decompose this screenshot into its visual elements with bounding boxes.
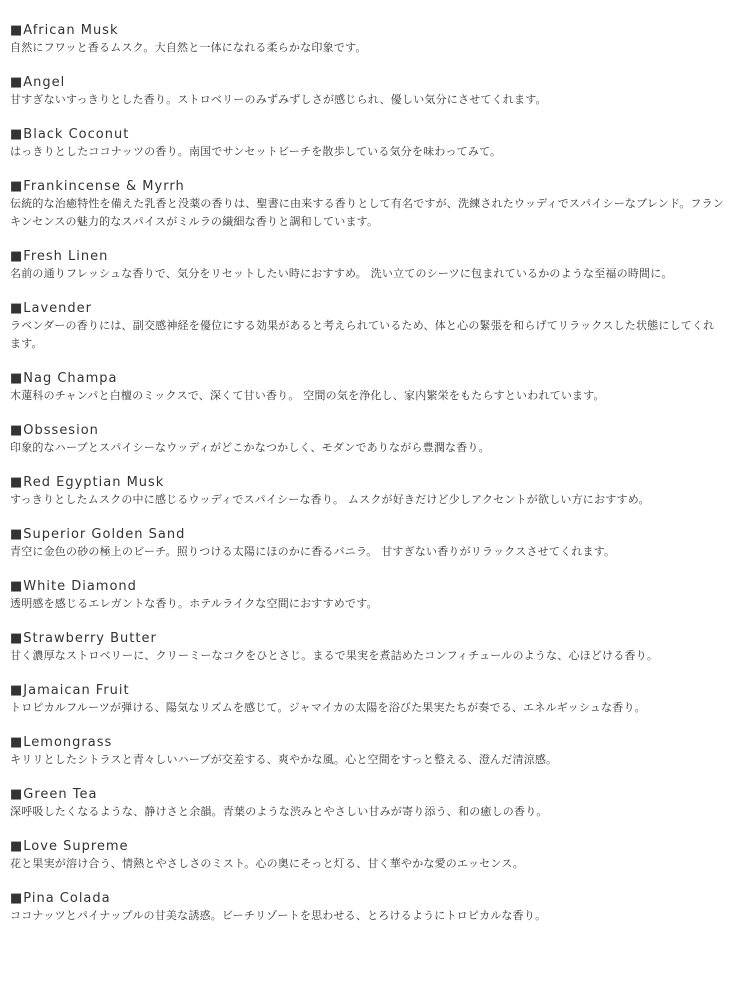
fragrance-description: キリリとしたシトラスと青々しいハーブが交差する、爽やかな風。心と空間をすっと整える、澄んだ清涼感。	[10, 753, 558, 766]
fragrance-entry-frankincense-myrrh	[10, 178, 724, 231]
fragrance-entry-love-supreme	[10, 838, 724, 873]
fragrance-name: ■Jamaican Fruit	[10, 683, 130, 698]
fragrance-name: ■Black Coconut	[10, 127, 130, 142]
fragrance-name: ■Strawberry Butter	[10, 631, 157, 646]
fragrance-entry-strawberry-butter	[10, 630, 724, 665]
fragrance-name: ■Lemongrass	[10, 735, 113, 750]
fragrance-name: ■Love Supreme	[10, 839, 129, 854]
fragrance-entry-pina-colada	[10, 890, 724, 925]
fragrance-name: ■Obssesion	[10, 423, 99, 438]
fragrance-name: ■Nag Champa	[10, 371, 118, 386]
fragrance-name: ■African Musk	[10, 23, 119, 38]
fragrance-entry-jamaican-fruit	[10, 682, 724, 717]
fragrance-name: ■Red Egyptian Musk	[10, 475, 165, 490]
fragrance-entry-angel	[10, 74, 724, 109]
fragrance-entry-white-diamond	[10, 578, 724, 613]
fragrance-entry-obssesion	[10, 422, 724, 457]
fragrance-description: 甘すぎないすっきりとした香り。ストロベリーのみずみずしさが感じられ、優しい気分にさせてくれます。	[10, 93, 547, 106]
fragrance-description: 自然にフワッと香るムスク。大自然と一体になれる柔らかな印象です。	[10, 41, 367, 54]
fragrance-description: 深呼吸したくなるような、静けさと余韻。青葉のような渋みとやさしい甘みが寄り添う、和の癒しの香り。	[10, 805, 548, 818]
fragrance-name: ■Pina Colada	[10, 891, 111, 906]
fragrance-entry-lemongrass	[10, 734, 724, 769]
fragrance-entry-fresh-linen	[10, 248, 724, 283]
fragrance-description: はっきりとしたココナッツの香り。南国でサンセットビーチを散歩している気分を味わってみて。	[10, 145, 502, 158]
fragrance-description: ココナッツとパイナップルの甘美な誘惑。ビーチリゾートを思わせる、とろけるようにトロピカルな香り。	[10, 909, 547, 922]
fragrance-description: 青空に金色の砂の極上のビーチ。照りつける太陽にほのかに香るバニラ。 甘すぎない香りがリラックスさせてくれます。	[10, 545, 616, 558]
fragrance-name: ■Fresh Linen	[10, 249, 109, 264]
fragrance-entry-lavender	[10, 300, 724, 353]
fragrance-list	[10, 22, 724, 942]
fragrance-name: ■Lavender	[10, 301, 93, 316]
fragrance-description: 甘く濃厚なストロベリーに、クリーミーなコクをひとさじ。まるで果実を煮詰めたコンフィチュールのような、心ほどける香り。	[10, 649, 659, 662]
fragrance-name: ■Angel	[10, 75, 66, 90]
fragrance-description: トロピカルフルーツが弾ける、陽気なリズムを感じて。ジャマイカの太陽を浴びた果実たちが奏でる、エネルギッシュな香り。	[10, 701, 646, 714]
fragrance-description: 印象的なハーブとスパイシーなウッディがどこかなつかしく、モダンでありながら豊潤な香り。	[10, 441, 490, 454]
fragrance-entry-nag-champa	[10, 370, 724, 405]
fragrance-description: すっきりとしたムスクの中に感じるウッディでスパイシーな香り。 ムスクが好きだけど少しアクセントが欲しい方におすすめ。	[10, 493, 650, 506]
fragrance-description: 名前の通りフレッシュな香りで、気分をリセットしたい時におすすめ。 洗い立てのシーツに包まれているかのような至福の時間に。	[10, 267, 673, 280]
fragrance-entry-african-musk	[10, 22, 724, 57]
fragrance-description: 木蓮科のチャンパと白檀のミックスで、深くて甘い香り。 空間の気を浄化し、家内繁栄をもたらすといわれています。	[10, 389, 605, 402]
fragrance-name: ■White Diamond	[10, 579, 137, 594]
fragrance-entry-red-egyptian-musk	[10, 474, 724, 509]
fragrance-entry-superior-golden-sand	[10, 526, 724, 561]
fragrance-name: ■Green Tea	[10, 787, 98, 802]
fragrance-entry-black-coconut	[10, 126, 724, 161]
fragrance-description: ラベンダーの香りには、副交感神経を優位にする効果があると考えられているため、体と心の緊張を和らげてリラックスした状態にしてくれます。	[10, 319, 715, 350]
fragrance-name: ■Superior Golden Sand	[10, 527, 186, 542]
fragrance-name: ■Frankincense & Myrrh	[10, 179, 185, 194]
fragrance-description: 伝統的な治癒特性を備えた乳香と没薬の香りは、聖書に由来する香りとして有名ですが、洗練されたウッディでスパイシーなブレンド。フランキンセンスの魅力的なスパイスがミルラの繊細な香りと調和しています。	[10, 197, 724, 228]
fragrance-entry-green-tea	[10, 786, 724, 821]
fragrance-description: 透明感を感じるエレガントな香り。ホテルライクな空間におすすめです。	[10, 597, 378, 610]
fragrance-description: 花と果実が溶け合う、情熱とやさしさのミスト。心の奥にそっと灯る、甘く華やかな愛のエッセンス。	[10, 857, 524, 870]
